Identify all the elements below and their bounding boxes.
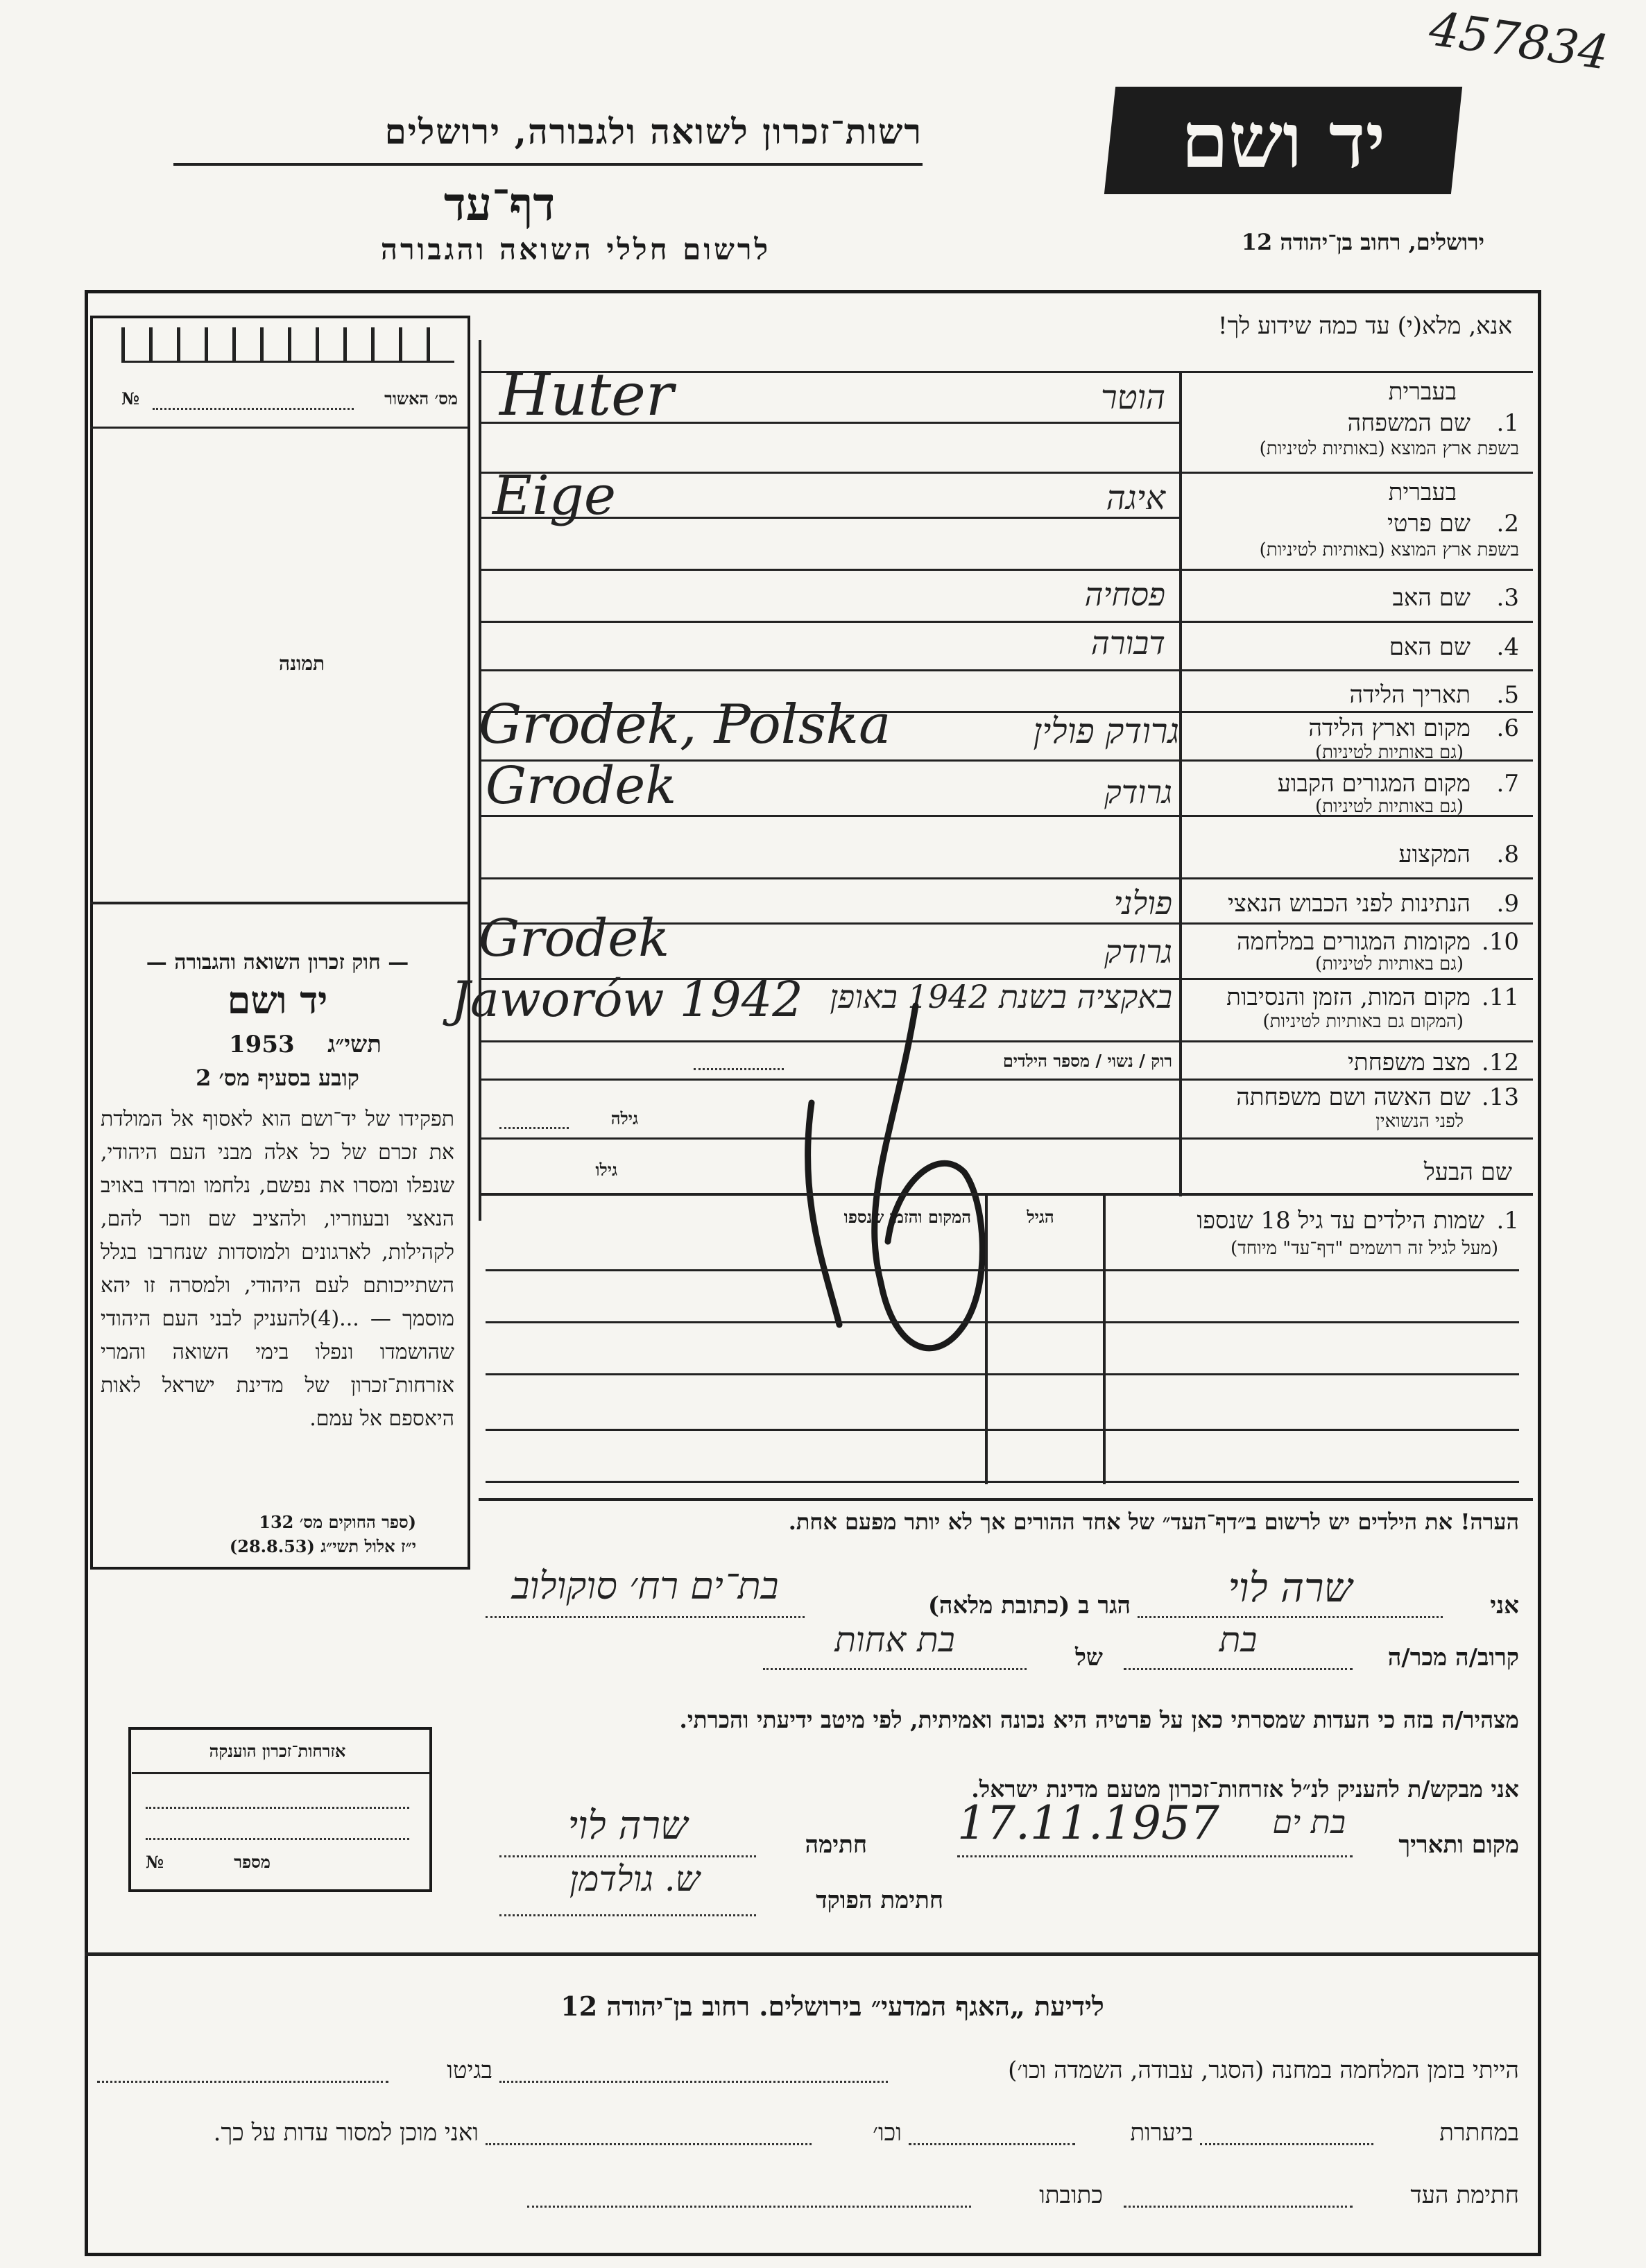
note-top-rule — [479, 1498, 1533, 1501]
instructions: אנא, מלא(י) עד כמה שידוע לך! — [1217, 312, 1512, 340]
children-sub: (מעל לגיל זה רושמים "דף־עד" מיוחד) — [1231, 1238, 1498, 1259]
field-10-label: מקומות המגורים במלחמה — [1237, 928, 1471, 956]
law-text: תפקידו של יד־ושם הוא לאסוף אל המולדת את זכרם של כל אלה מבני העם היהודי, שנפלו ומסרו את נפשם, נלחמו ומרדו באויב הנאצי ובעוזריו, ולהציב שם וזכר להם, לקהילות, לארגונים ולמוסדות שנחרבו בגלל השתייכותם לעם היהודי, ולמסרה זו יהא מוסמך — ...(4)להעניק לבני העם היהודי שהושמדו ונפלו בימי השואה והמרי אזרחות־זכרון של מדינת ישראל לאות היאספם אל עמם. — [101, 1107, 455, 1431]
field-12-num: 12. — [1481, 1049, 1519, 1076]
field-5-label: תאריך הלידה — [1349, 681, 1471, 709]
field-11-value-latin: Jaworów 1942 — [451, 971, 803, 1028]
citizenship-line — [146, 1838, 409, 1840]
field-1-value-latin: Huter — [499, 361, 674, 429]
form-subtitle: לרשום חללי השואה והגבורה — [380, 232, 771, 266]
law-title: — חוק זכרון השואה והגבורה — — [146, 950, 409, 974]
footer-line3-fill-b — [527, 2206, 971, 2208]
footer-line2-fill-a — [1200, 2143, 1373, 2145]
law-year: 1953 — [229, 1031, 295, 1058]
field-3-label: שם האב — [1392, 584, 1471, 612]
footer-line1-fill — [499, 2081, 888, 2083]
stamp-number: 457834 — [1425, 1, 1612, 81]
field-13-age-label: גילה — [610, 1108, 638, 1128]
field-7-label: מקום המגורים הקבוע — [1277, 770, 1471, 798]
field-13-num: 13. — [1481, 1083, 1519, 1111]
field-8-label: המקצוע — [1398, 841, 1471, 868]
field-7-num: 7. — [1496, 770, 1519, 798]
declarant-name: שרה לוי — [1228, 1564, 1353, 1611]
relation-line — [1124, 1668, 1353, 1670]
field-11-label: מקום המות, הזמן והנסיבות — [1226, 983, 1471, 1011]
law-source: (ספר החוקים מס׳ 132 — [259, 1512, 416, 1532]
law-clause: קובע בסעיף מס׳ 2 — [196, 1065, 359, 1091]
declarant-resident-label: הגר ב (כתובת מלאה) — [927, 1592, 1131, 1620]
field-5-num: 5. — [1496, 681, 1519, 709]
field-1-sub: בשפת ארץ המוצא (באותיות לטיניות) — [1259, 438, 1519, 459]
cert-prefix: № — [121, 388, 140, 409]
signature-line — [499, 1855, 756, 1857]
field-6-value-latin: Grodek, Polska — [479, 694, 891, 756]
place-value: בת ים — [1272, 1803, 1346, 1841]
row-rule — [479, 877, 1533, 879]
children-place-col: המקום והזמן שנספו — [843, 1207, 971, 1227]
field-4-num: 4. — [1496, 633, 1519, 661]
field-1-label: שם המשפחה — [1347, 409, 1471, 437]
photo-label: תמונה — [278, 652, 325, 675]
field-6-label: מקום וארץ הלידה — [1308, 714, 1471, 742]
children-age-col: הגיל — [1027, 1207, 1054, 1227]
law-name: יד ושם — [227, 978, 328, 1022]
children-row-rule — [486, 1429, 1519, 1431]
children-row-rule — [486, 1321, 1519, 1323]
field-12-label: מצב משפחתי — [1348, 1049, 1471, 1076]
children-col-age-left — [985, 1193, 988, 1484]
relation-value: בת — [1219, 1620, 1258, 1660]
citizenship-number-prefix: № — [146, 1852, 164, 1872]
field-13-sub: לפני הנשואין — [1375, 1111, 1464, 1132]
relation-label: קרוב/ה מכר/ה — [1387, 1644, 1519, 1672]
handwritten-scribble — [756, 992, 1047, 1387]
field-3-value-hebrew: פסחיה — [1084, 576, 1165, 613]
field-2-value-latin: Eige — [492, 465, 616, 527]
of-value: בת אחות — [834, 1620, 955, 1660]
header-address: ירושלים, רחוב בן־יהודה 12 — [1241, 229, 1484, 255]
form-title: דף־עד — [443, 177, 556, 231]
husband-age-label: גילו — [595, 1160, 617, 1180]
field-7-value-latin: Grodek — [486, 756, 677, 816]
footer-line1-tail — [97, 2081, 388, 2083]
children-col-age-right — [1103, 1193, 1106, 1484]
official-sig-line — [499, 1914, 756, 1916]
field-13-age-line — [499, 1127, 569, 1129]
field-4-label: שם האם — [1389, 633, 1471, 661]
field-6-num: 6. — [1496, 714, 1519, 742]
footer-line2-d: ואני מוכן למסור עדות על כך. — [213, 2119, 479, 2147]
field-1-num: 1. — [1496, 409, 1519, 437]
citizenship-line — [146, 1807, 409, 1809]
citizenship-title: אזרחות־זכרון הוענקה — [209, 1741, 346, 1761]
field-7-value-hebrew: גרודק — [1104, 773, 1172, 811]
field-6-value-hebrew: גרודק פולין — [1033, 711, 1179, 751]
of-line — [763, 1668, 1027, 1670]
law-date: י״ז אלול תשי״ג (28.8.53) — [229, 1536, 416, 1556]
declarant-address-line — [486, 1616, 805, 1618]
cert-label: מס׳ האשור — [384, 388, 458, 409]
declarant-i-label: אני — [1490, 1592, 1519, 1620]
place-date-label: מקום ותאריך — [1398, 1831, 1519, 1859]
row-rule — [479, 569, 1533, 571]
note-text: הערה! את הילדים יש לרשום ב״דף־העד״ של אחד ההורים אך לא יותר מפעם אחת. — [788, 1509, 1519, 1535]
field-13-label: שם האשה ושם משפחתה — [1236, 1083, 1471, 1111]
footer-title: לידיעת „האגף המדעי״ בירושלים. רחוב בן־יהודה 12 — [560, 1991, 1104, 2022]
field-9-label: הנתינות לפני הכבוש הנאצי — [1228, 890, 1471, 918]
field-7-sub: (גם באותיות לטיניות) — [1314, 796, 1464, 817]
field-4-value-hebrew: דבורה — [1090, 624, 1165, 662]
row-rule — [479, 669, 1533, 671]
citizenship-number-label: מספר — [234, 1852, 271, 1872]
field-1-hebrew-tag: בעברית — [1388, 378, 1457, 406]
barcode-rule — [121, 361, 454, 363]
request-text: אני מבקש/ת להעניק לנ״ל אזרחות־זכרון מטעם מדינת ישראל. — [971, 1776, 1519, 1803]
children-top-rule — [479, 1193, 1533, 1196]
field-11-value-hebrew: באקציה בשנת 1942 באופן — [830, 978, 1172, 1015]
authority-underline — [173, 163, 923, 166]
photo-rule — [90, 902, 468, 904]
row-rule — [479, 621, 1533, 623]
footer-line2-b: ביערות — [1130, 2119, 1193, 2147]
declaration-text: מצהיר/ה בזה כי העדות שמסרתי כאן על פרטיה היא נכונה ואמיתית, לפי מיטב ידיעתי והכרתי. — [679, 1706, 1519, 1733]
row-rule — [479, 472, 1533, 474]
field-10-sub: (גם באותיות לטיניות) — [1314, 954, 1464, 974]
cert-rule — [90, 427, 468, 429]
authority-name: רשות־זכרון לשואה ולגבורה, ירושלים — [384, 111, 923, 152]
field-10-value-latin: Grodek — [479, 909, 670, 968]
footer-line2-a: במחתרת — [1439, 2119, 1519, 2147]
husband-label: שם הבעל — [1423, 1158, 1512, 1186]
date-value: 17.11.1957 — [957, 1796, 1219, 1850]
declarant-name-line — [1138, 1616, 1443, 1618]
children-row-rule — [486, 1269, 1519, 1271]
field-8-num: 8. — [1496, 841, 1519, 868]
footer-line3-a: חתימת העד — [1410, 2181, 1519, 2209]
field-2-label: שם פרטי — [1387, 510, 1471, 538]
field-9-value-hebrew: פולני — [1113, 884, 1172, 922]
footer-rule — [85, 1952, 1538, 1956]
signature-label: חתימה — [805, 1831, 867, 1859]
field-12-options: רוק / נשוי / מספר הילדים — [1002, 1051, 1172, 1071]
children-row-rule — [486, 1481, 1519, 1483]
footer-line2-fill-c — [486, 2143, 812, 2145]
official-sig: ש. גולדמן — [569, 1859, 701, 1899]
field-1-value-hebrew: הוטר — [1101, 378, 1165, 417]
logo-text: יד ושם — [1181, 96, 1386, 185]
footer-line1-start: הייתי בזמן המלחמה במחנה (הסגר, עבודה, השמדה וכו׳) — [1008, 2056, 1519, 2084]
footer-line3-b: כתובתו — [1039, 2181, 1103, 2209]
field-2-hebrew-tag: בעברית — [1388, 479, 1457, 506]
cert-field — [153, 408, 354, 410]
declarant-address: בת־ים רח׳ סוקולוב — [511, 1564, 779, 1608]
law-year-heb: תשי״ג — [327, 1031, 382, 1058]
field-2-value-hebrew: איגה — [1106, 479, 1165, 517]
footer-line2-fill-b — [909, 2143, 1075, 2145]
children-title: שמות הילדים עד גיל 18 שנספו — [1197, 1207, 1484, 1235]
field-11-num: 11. — [1481, 983, 1519, 1011]
field-6-sub: (גם באותיות לטיניות) — [1314, 742, 1464, 763]
signature: שרה לוי — [567, 1803, 688, 1848]
footer-line2-c: וכו׳ — [873, 2119, 902, 2147]
field-9-num: 9. — [1496, 890, 1519, 918]
field-2-num: 2. — [1496, 510, 1519, 538]
of-label: של — [1075, 1644, 1103, 1672]
field-3-num: 3. — [1496, 584, 1519, 612]
field-10-num: 10. — [1481, 928, 1519, 956]
children-num: 1. — [1496, 1207, 1519, 1235]
footer-line3-fill-a — [1124, 2206, 1353, 2208]
label-column-divider — [1179, 371, 1182, 1196]
children-row-rule — [486, 1373, 1519, 1375]
field-2-sub: בשפת ארץ המוצא (באותיות לטיניות) — [1259, 540, 1519, 560]
field-11-sub: (המקום גם באותיות לטיניות) — [1262, 1011, 1464, 1032]
field-10-value-hebrew: גרודק — [1104, 933, 1172, 970]
citizenship-title-rule — [132, 1772, 430, 1774]
barcode-marks — [121, 327, 454, 362]
yad-vashem-logo — [1104, 87, 1462, 194]
official-sig-label: חתימת הפוקד — [816, 1887, 943, 1914]
place-date-line — [957, 1855, 1353, 1857]
footer-line1-end: בגיטו — [447, 2056, 492, 2084]
